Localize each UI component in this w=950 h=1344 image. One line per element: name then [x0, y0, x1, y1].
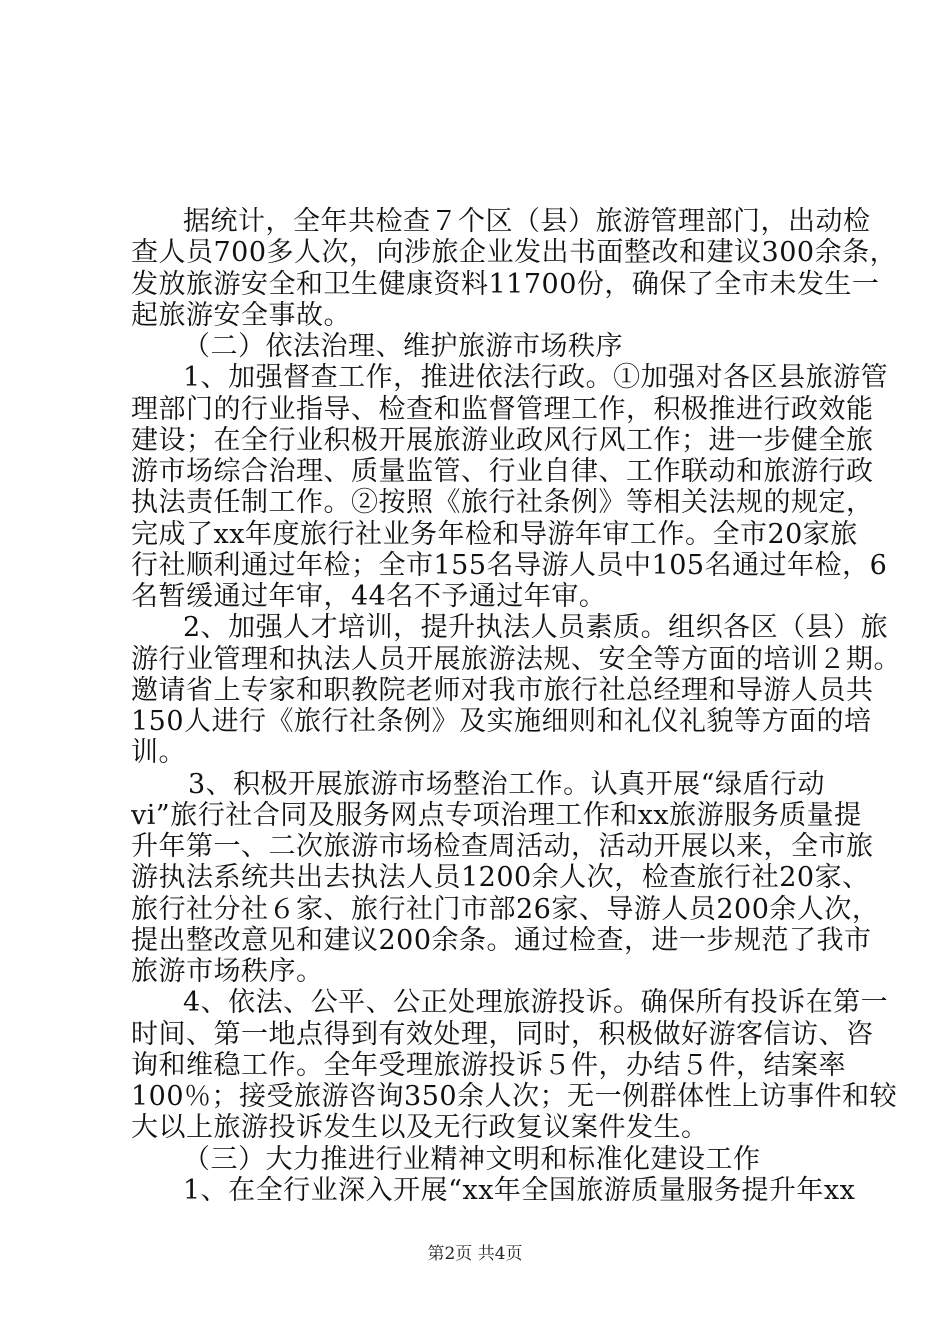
body-line: 名暂缓通过年审，44名不予通过年审。 [131, 581, 607, 613]
body-line: 时间、第一地点得到有效处理，同时，积极做好游客信访、咨 [131, 1018, 874, 1050]
body-line: 1、在全行业深入开展“xx年全国旅游质量服务提升年xx [183, 1175, 856, 1206]
body-line: 理部门的行业指导、检查和监督管理工作，积极推进行政效能 [131, 393, 874, 425]
body-line: 2、加强人才培训，提升执法人员素质。组织各区（县）旅 [183, 612, 889, 644]
body-line: 游执法系统共出去执法人员1200余人次，检查旅行社20家、 [131, 862, 870, 894]
body-line: 升年第一、二次旅游市场检查周活动，活动开展以来，全市旅 [131, 831, 874, 863]
body-line: 邀请省上专家和职教院老师对我市旅行社总经理和导游人员共 [131, 674, 874, 706]
section-heading: （三）大力推进行业精神文明和标准化建设工作 [183, 1143, 761, 1175]
body-line: 训。 [131, 737, 186, 769]
body-line: 提出整改意见和建议200余条。通过检查，进一步规范了我市 [131, 924, 872, 956]
body-line: 游行业管理和执法人员开展旅游法规、安全等方面的培训２期。 [131, 643, 901, 675]
body-line: 查人员700多人次，向涉旅企业发出书面整改和建议300余条， [131, 237, 898, 269]
body-line: 大以上旅游投诉发生以及无行政复议案件发生。 [131, 1112, 709, 1144]
body-line: 据统计，全年共检查７个区（县）旅游管理部门，出动检 [183, 206, 871, 237]
body-line: 完成了xx年度旅行社业务年检和导游年审工作。全市20家旅 [131, 518, 858, 550]
body-line: 旅游市场秩序。 [131, 956, 324, 988]
body-line: 建设；在全行业积极开展旅游业政风行风工作；进一步健全旅 [131, 424, 874, 456]
body-line: 1、加强督查工作，推进依法行政。①加强对各区县旅游管 [183, 362, 889, 394]
body-line: 150人进行《旅行社条例》及实施细则和礼仪礼貌等方面的培 [131, 706, 872, 738]
body-line: 游市场综合治理、质量监管、行业自律、工作联动和旅游行政 [131, 456, 874, 488]
body-line: 旅行社分社６家、旅行社门市部26家、导游人员200余人次， [131, 893, 880, 925]
page-number-footer: 第2页 共4页 [427, 1244, 523, 1264]
body-line: 询和维稳工作。全年受理旅游投诉５件，办结５件，结案率 [131, 1049, 846, 1081]
body-line: 行社顺利通过年检；全市155名导游人员中105名通过年检，6 [131, 549, 888, 581]
body-line: vi”旅行社合同及服务网点专项治理工作和xx旅游服务质量提 [131, 799, 862, 831]
body-line: 3、积极开展旅游市场整治工作。认真开展“绿盾行动 [188, 768, 825, 800]
body-line: 发放旅游安全和卫生健康资料11700份，确保了全市未发生一 [131, 268, 880, 300]
body-line: 4、依法、公平、公正处理旅游投诉。确保所有投诉在第一 [183, 987, 889, 1019]
body-line: 执法责任制工作。②按照《旅行社条例》等相关法规的规定， [131, 487, 874, 519]
body-line: 100％；接受旅游咨询350余人次；无一例群体性上访事件和较 [131, 1081, 898, 1113]
section-heading: （二）依法治理、维护旅游市场秩序 [183, 331, 623, 363]
body-line: 起旅游安全事故。 [131, 299, 351, 331]
